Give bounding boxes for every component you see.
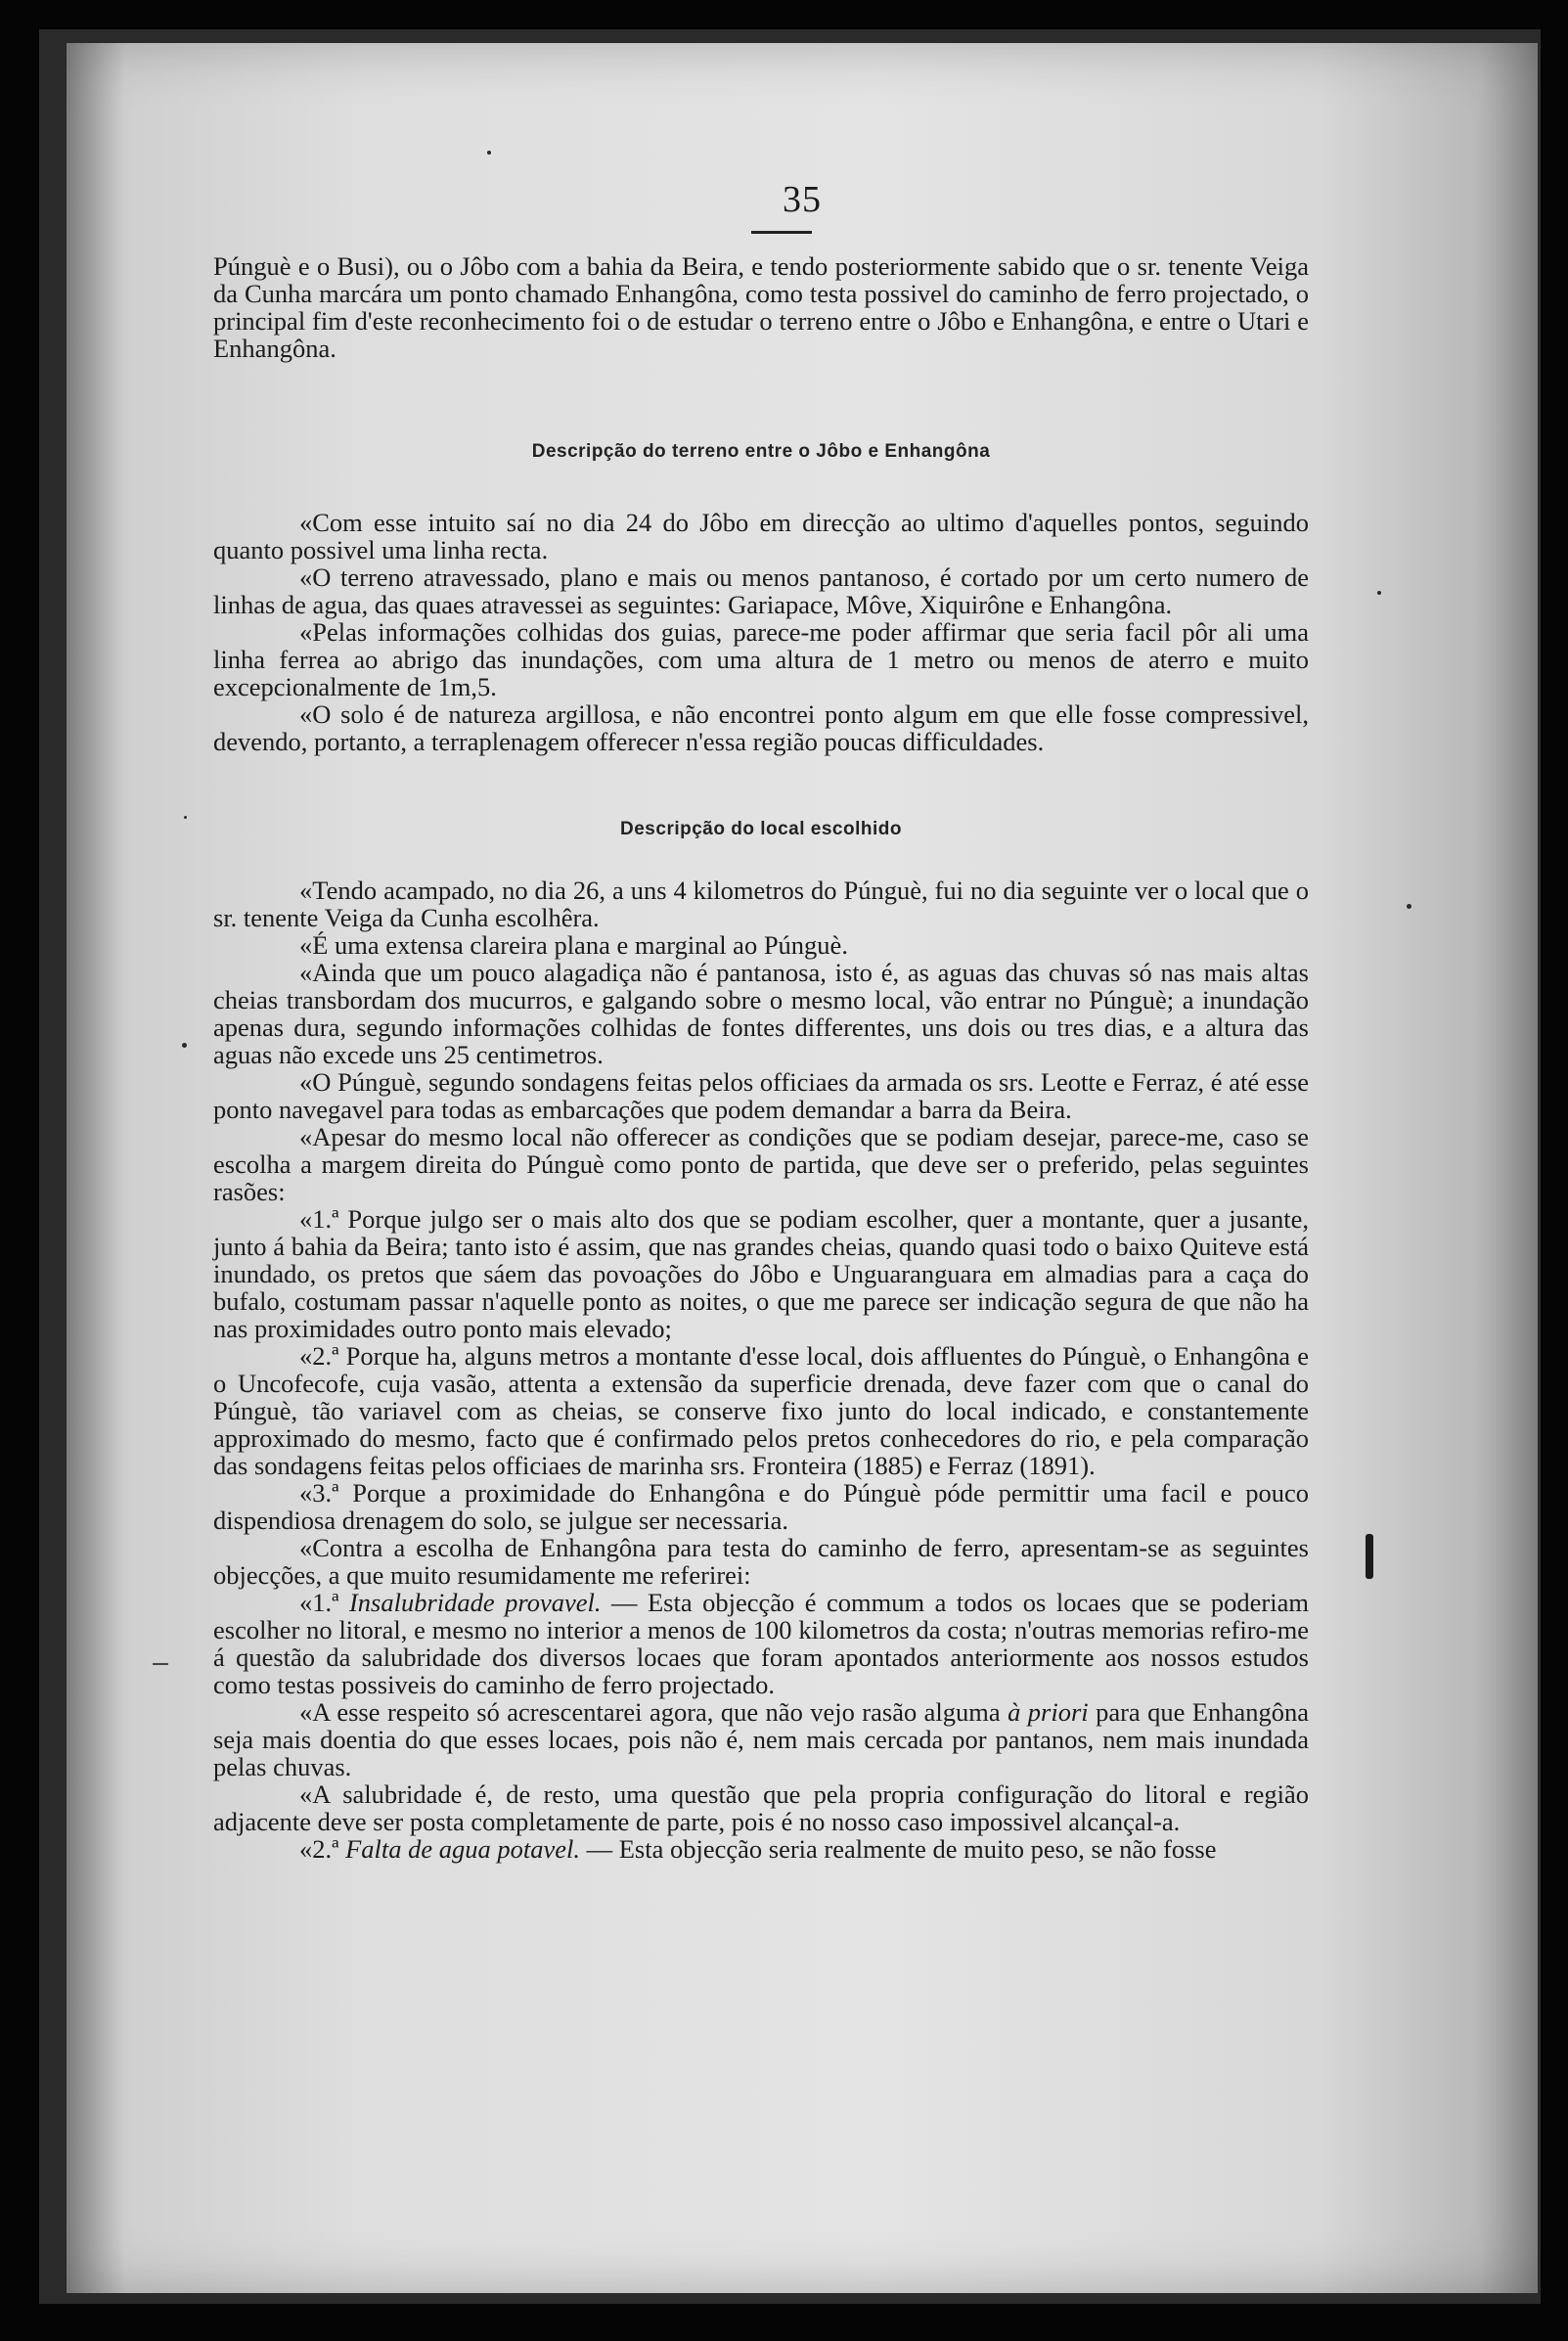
ink-mark (1366, 1534, 1373, 1579)
paragraph: «Pelas informações colhidas dos guias, parece-me poder affirmar que seria facil pôr ali uma linha ferrea ao abrigo das inundações, com uma altura de 1 metro ou menos de aterro e muito excepcionalmente de 1m,5. (213, 617, 1309, 701)
paragraph: «Apesar do mesmo local não offerecer as condições que se podiam desejar, parece-me, caso se escolha a margem direita do Púnguè como ponto de partida, que deve ser o preferido, pelas seguintes rasões: (213, 1122, 1309, 1206)
ink-mark (153, 1663, 168, 1665)
reply-italic: à priori (1008, 1697, 1089, 1727)
dust-speck (184, 816, 187, 819)
paragraph: «1.ª Porque julgo ser o mais alto dos que se podiam escolher, quer a montante, quer a jusante, junto á bahia da Beira; tanto isto é assim, que nas grandes cheias, quando quasi todo o baixo Quiteve está inundado, os pretos que sáem das povoações do Jôbo e Unguaranguara em almadias para a caça do bufalo, costumam passar n'aquelle ponto as noites, o que me parece ser indicação segura de que não ha nas proximidades outro ponto mais elevado; (213, 1204, 1309, 1343)
paragraph: «A salubridade é, de resto, uma questão que pela propria configuração do litoral e região adjacente deve ser posta completamente de parte, pois é no nosso caso impossivel alcançal-a. (213, 1779, 1309, 1836)
reply-text-before: «A esse respeito só acrescentarei agora, que não vejo rasão alguma (299, 1697, 1008, 1727)
objection-paragraph (213, 1589, 1309, 1698)
objection-number: «2.ª (299, 1834, 346, 1864)
page-number: 35 (783, 179, 822, 220)
section-heading-local: Descripção do local escolhido (620, 819, 902, 839)
paragraph: «Ainda que um pouco alagadiça não é pantanosa, isto é, as aguas das chuvas só nas mais altas cheias transbordam dos mucurros, e galgando sobre o mesmo local, vão entrar no Púnguè; a inundação apenas dura, segundo informações colhidas de fontes differentes, uns dois ou tres dias, e a altura das aguas não excede uns 25 centimetros. (213, 958, 1309, 1069)
objection-text: — Esta objecção é commum a todos os locaes que se poderiam escolher no litoral, e mesmo no interior a menos de 100 kilometros da costa; n'outras memorias refiro-me á questão da salubridade dos diversos locaes que foram apontados anteriormente aos nossos estudos como testas possiveis do caminho de ferro projectado. (213, 1588, 1309, 1699)
paragraph: «É uma extensa clareira plana e marginal ao Púnguè. (299, 930, 848, 960)
paragraph: «O terreno atravessado, plano e mais ou menos pantanoso, é cortado por um certo numero de linhas de agua, das quaes atravessei as seguintes: Gariapace, Môve, Xiquirône e Enhangôna. (213, 563, 1309, 619)
paragraph: «O Púnguè, segundo sondagens feitas pelos officiaes da armada os srs. Leotte e Ferraz, é até esse ponto navegavel para todas as embarcações que podem demandar a barra da Beira. (213, 1067, 1309, 1124)
intro-paragraph: Púnguè e o Busi), ou o Jôbo com a bahia da Beira, e tendo posteriormente sabido que o sr. tenente Veiga da Cunha marcára um ponto chamado Enhangôna, como testa possivel do caminho de ferro projectado, o principal fim d'este reconhecimento foi o de estudar o terreno entre o Jôbo e Enhangôna, e entre o Utari e Enhangôna. (213, 251, 1309, 363)
dust-speck (182, 1043, 187, 1048)
paragraph: «Com esse intuito saí no dia 24 do Jôbo em direcção ao ultimo d'aquelles pontos, seguindo quanto possivel uma linha recta. (213, 508, 1309, 564)
paragraph (213, 1698, 1309, 1780)
objection-title: Insalubridade provavel. (348, 1588, 602, 1617)
dust-speck (1407, 904, 1411, 909)
reply-text-after: para que Enhangôna seja mais doentia do que esses locaes, pois não é, nem mais cercada por pantanos, nem mais inundada pelas chuvas. (213, 1697, 1310, 1781)
paragraph: «2.ª Porque ha, alguns metros a montante d'esse local, dois affluentes do Púnguè, o Enhangôna e o Uncofecofe, cuja vasão, attenta a extensão da superficie drenada, deve fazer com que o canal do Púnguè, tão variavel com as cheias, se conserve fixo junto do local indicado, e constantemente approximado do mesmo, facto que é confirmado pelos pretos conhecedores do rio, e pela comparação das sondagens feitas pelos officiaes de marinha srs. Fronteira (1885) e Ferraz (1891). (213, 1341, 1309, 1480)
dust-speck (487, 151, 491, 155)
paragraph: «Tendo acampado, no dia 26, a uns 4 kilometros do Púnguè, fui no dia seguinte ver o local que o sr. tenente Veiga da Cunha escolhêra. (213, 876, 1309, 932)
book-page (67, 43, 1538, 2293)
paragraph: «O solo é de natureza argillosa, e não encontrei ponto algum em que elle fosse compressivel, devendo, portanto, a terraplenagem offerecer n'essa região poucas difficuldades. (213, 699, 1309, 756)
paragraph: «3.ª Porque a proximidade do Enhangôna e do Púnguè póde permittir uma facil e pouco dispendiosa drenagem do solo, se julgue ser necessaria. (213, 1478, 1309, 1535)
dust-speck (1377, 591, 1381, 595)
page-number-rule (751, 231, 812, 234)
section-heading-terreno: Descripção do terreno entre o Jôbo e Enhangôna (531, 441, 991, 462)
scan-frame (39, 29, 1541, 2304)
objection-number: «1.ª (299, 1588, 349, 1617)
objection-title: Falta de agua potavel. (345, 1834, 580, 1864)
objection-text: — Esta objecção seria realmente de muito peso, se não fosse (580, 1834, 1217, 1864)
objection-paragraph (213, 1835, 1309, 1863)
page-text (213, 252, 1309, 1863)
paragraph: «Contra a escolha de Enhangôna para testa do caminho de ferro, apresentam-se as seguintes objecções, a que muito resumidamente me referirei: (213, 1533, 1309, 1590)
